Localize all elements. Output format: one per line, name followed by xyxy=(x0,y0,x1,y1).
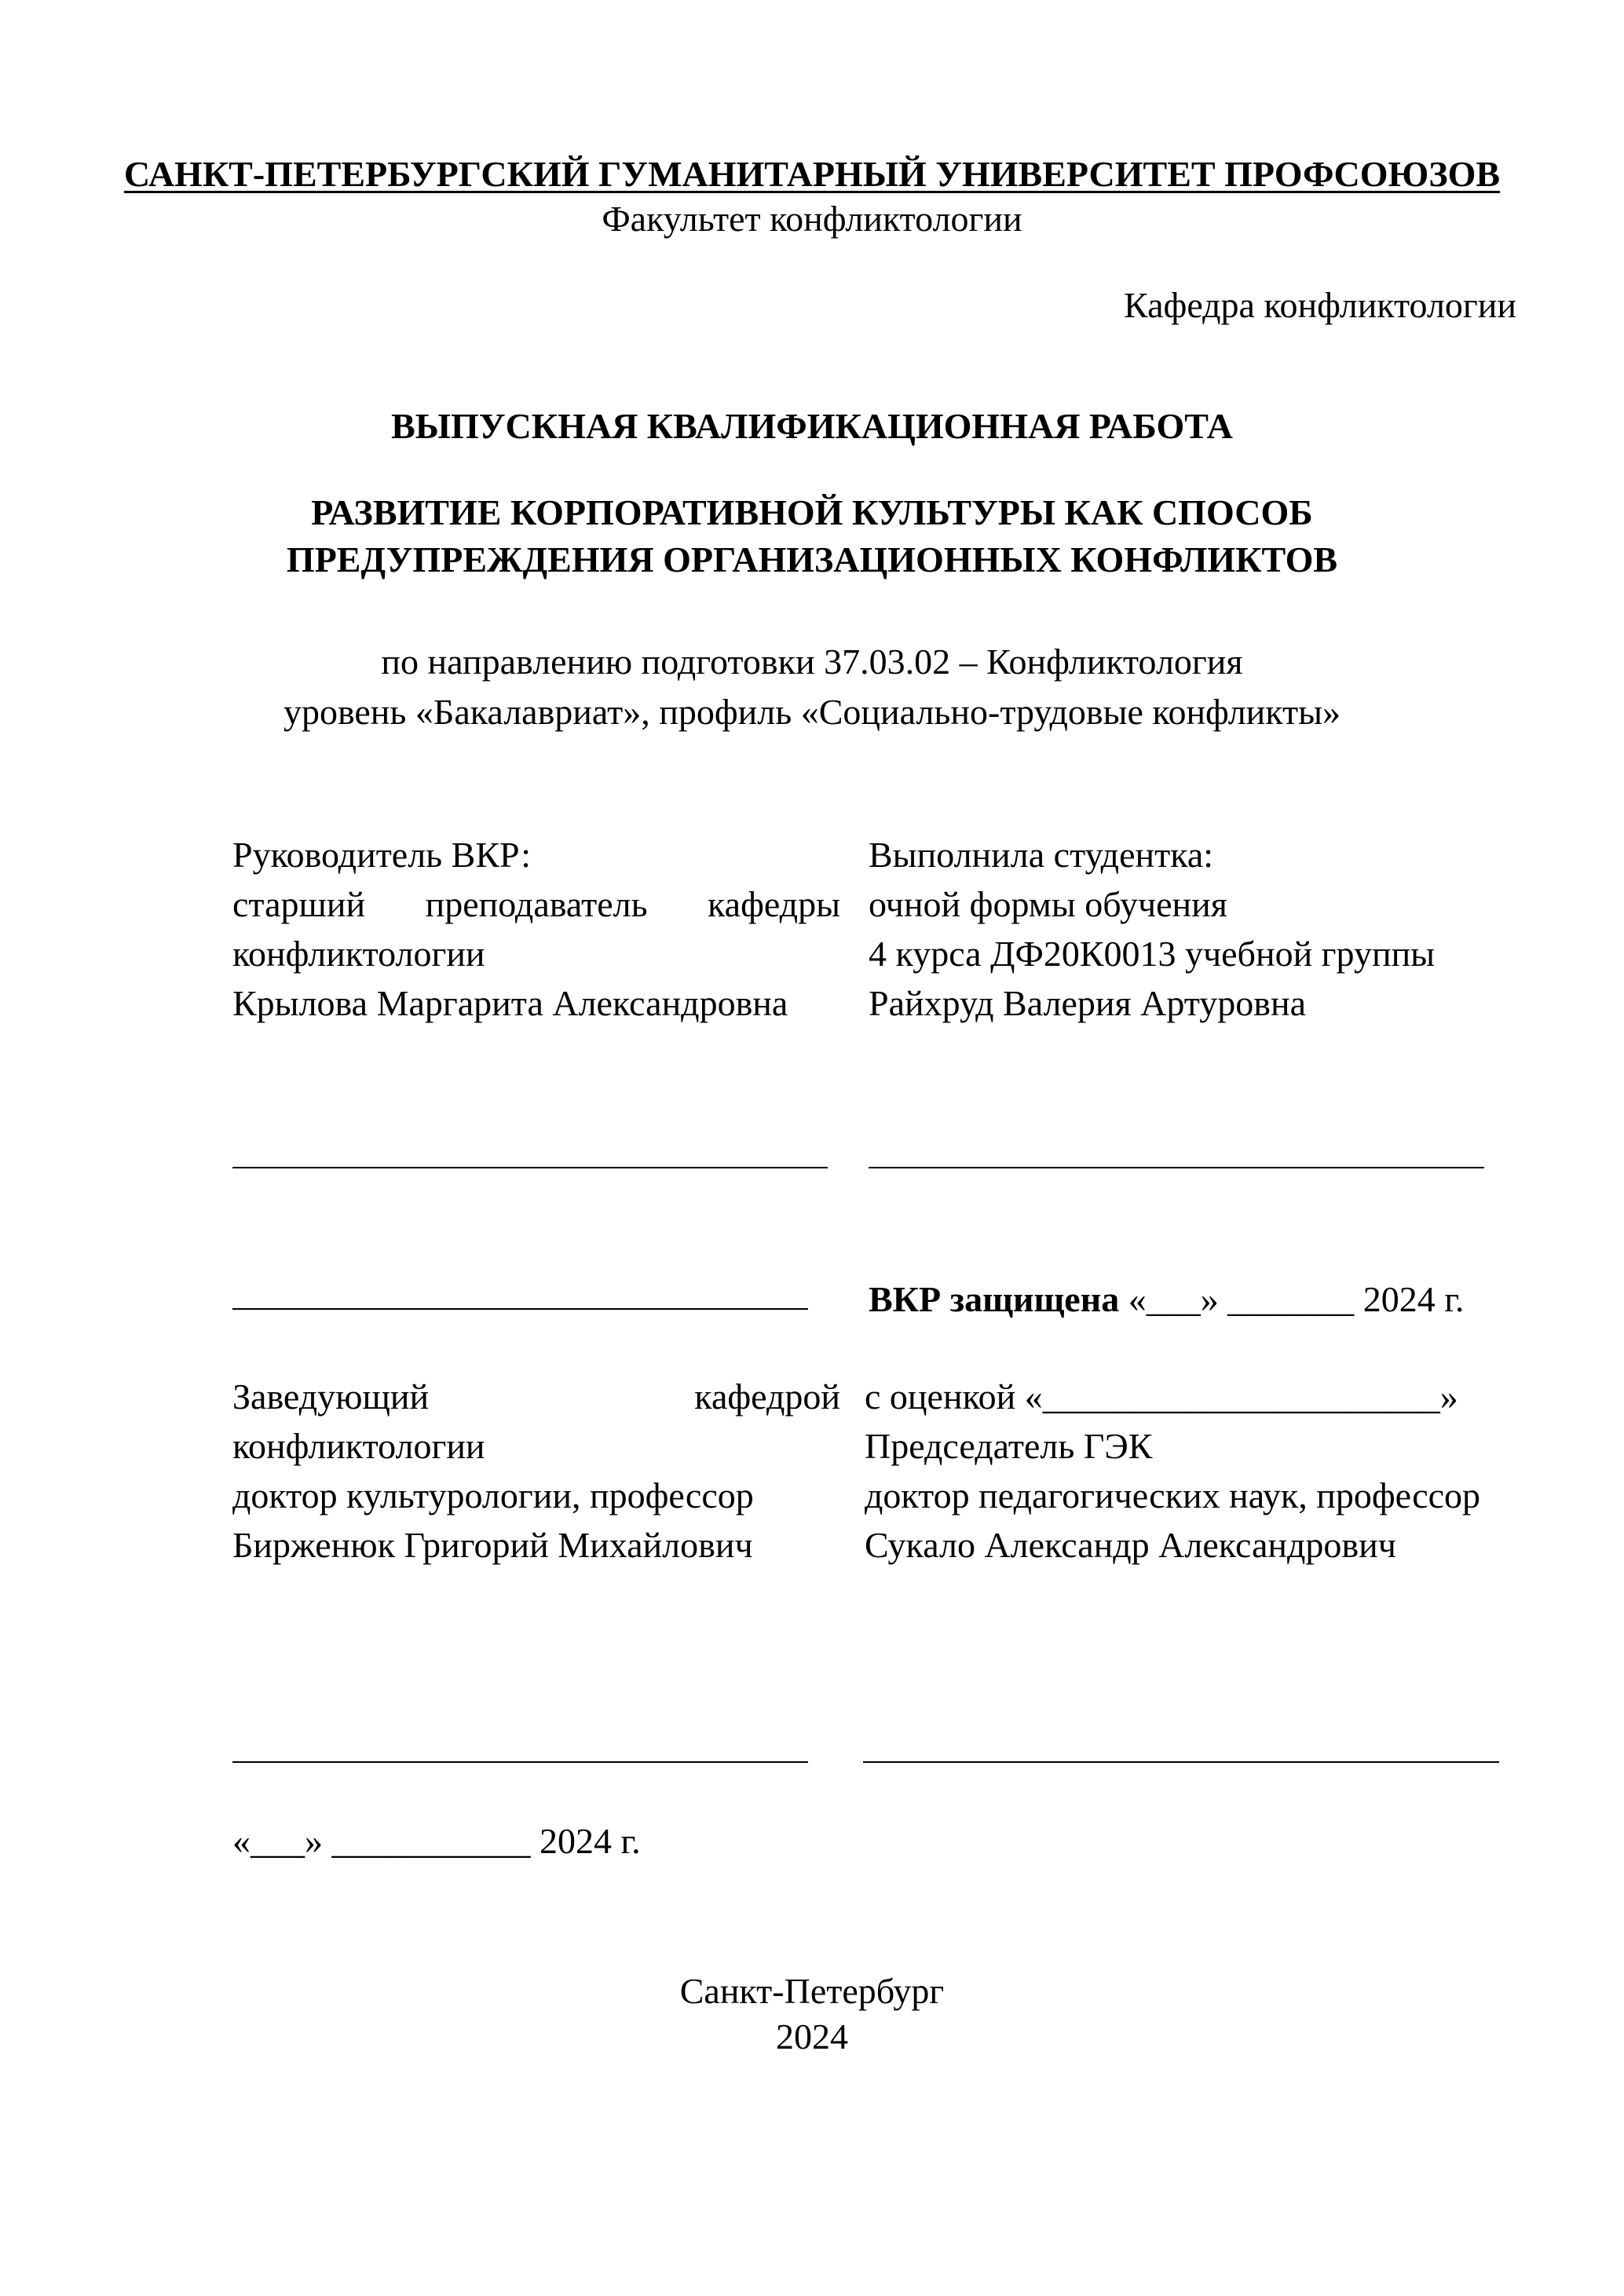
head-signature-date: «___» ___________ 2024 г. xyxy=(232,1821,641,1861)
head-degree: доктор культурологии, профессор xyxy=(232,1475,754,1515)
defense-date: «___» _______ 2024 г. xyxy=(1128,1279,1465,1319)
faculty-name: Факультет конфликтологии xyxy=(602,199,1022,239)
head-position: Заведующий кафедрой конфликтологии xyxy=(232,1377,840,1466)
year: 2024 xyxy=(776,2016,848,2057)
defense-line xyxy=(869,1274,1464,1324)
student-name: Райхруд Валерия Артуровна xyxy=(869,983,1307,1023)
supervisor-position: старший преподаватель кафедры конфликтологии xyxy=(232,884,840,974)
chair-signature-line xyxy=(863,1761,1499,1763)
topic-line-1: РАЗВИТИЕ КОРПОРАТИВНОЙ КУЛЬТУРЫ КАК СПОСОБ xyxy=(311,492,1313,532)
level-profile-text: уровень «Бакалавриат», профиль «Социально-трудовые конфликты» xyxy=(283,692,1341,732)
supervisor-signature-line xyxy=(232,1167,828,1168)
head-signature-line xyxy=(232,1761,808,1763)
chair-block xyxy=(865,1372,1501,1570)
student-group: 4 курса ДФ20К0013 учебной группы xyxy=(869,934,1436,974)
supervisor-label: Руководитель ВКР: xyxy=(232,835,532,875)
direction-text: по направлению подготовки 37.03.02 – Конфликтология xyxy=(381,642,1243,682)
chair-degree: доктор педагогических наук, профессор xyxy=(865,1475,1481,1515)
signature-line xyxy=(232,1308,808,1310)
topic-line-2: ПРЕДУПРЕЖДЕНИЯ ОРГАНИЗАЦИОННЫХ КОНФЛИКТОВ xyxy=(286,539,1338,579)
student-label: Выполнила студентка: xyxy=(869,835,1214,875)
defense-grade: с оценкой «______________________» xyxy=(865,1377,1458,1417)
city: Санкт-Петербург xyxy=(679,1971,945,2011)
head-name: Бирженюк Григорий Михайлович xyxy=(232,1525,753,1565)
supervisor-block xyxy=(232,830,840,1028)
chair-name: Сукало Александр Александрович xyxy=(865,1525,1396,1565)
chair-label: Председатель ГЭК xyxy=(865,1426,1153,1466)
department-name: Кафедра конфликтологии xyxy=(1124,285,1516,325)
supervisor-name: Крылова Маргарита Александровна xyxy=(232,983,788,1023)
head-block xyxy=(232,1372,840,1570)
student-block xyxy=(869,830,1505,1028)
defense-label: ВКР защищена xyxy=(869,1279,1120,1319)
student-form: очной формы обучения xyxy=(869,884,1227,924)
work-type-heading: ВЫПУСКНАЯ КВАЛИФИКАЦИОННАЯ РАБОТА xyxy=(391,406,1233,446)
student-signature-line xyxy=(869,1167,1484,1168)
university-name: САНКТ-ПЕТЕРБУРГСКИЙ ГУМАНИТАРНЫЙ УНИВЕРСИТЕТ ПРОФСОЮЗОВ xyxy=(123,154,1501,194)
